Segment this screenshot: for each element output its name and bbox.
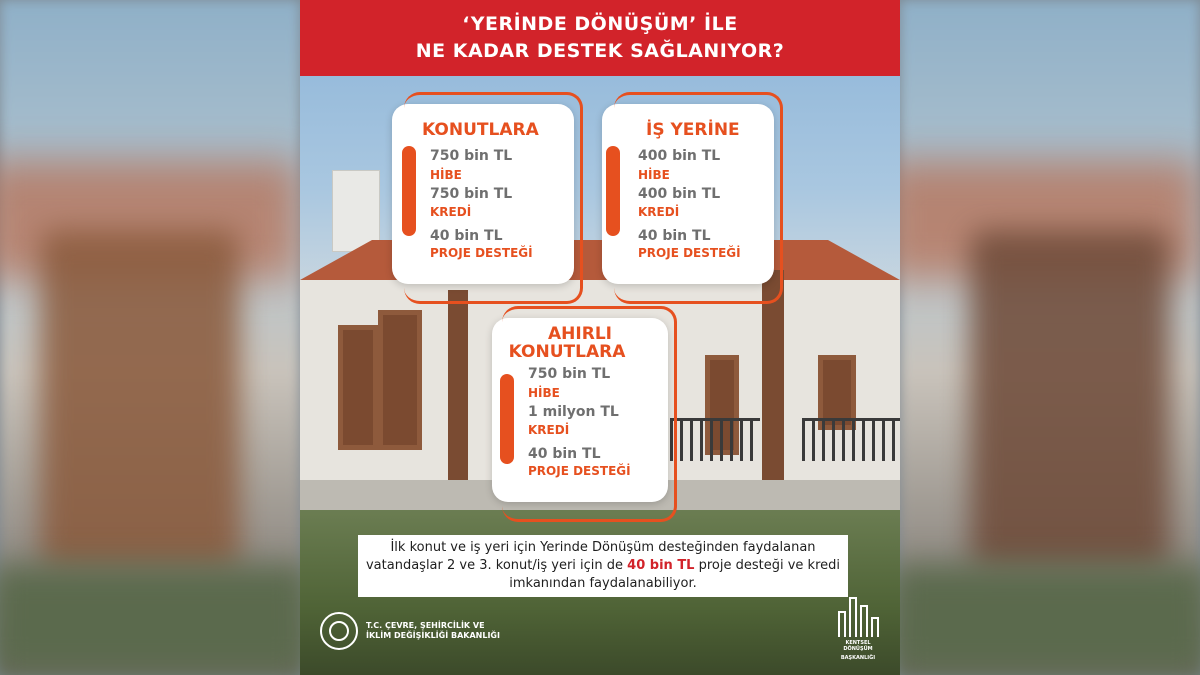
chimney [332, 170, 380, 252]
card-title-line-2: KONUTLARA [508, 342, 626, 362]
blurred-background-left [0, 0, 300, 675]
note-highlight: 40 bin TL [627, 558, 695, 573]
info-note [358, 535, 848, 597]
logo-caption-line-2: BAŞKANLIĞI [840, 655, 876, 661]
amount-grant: 750 bin TL [430, 148, 513, 164]
label-grant: HİBE [638, 168, 670, 182]
card-accent-bar [500, 374, 514, 464]
amount-credit: 750 bin TL [430, 186, 513, 202]
amount-project: 40 bin TL [638, 228, 711, 244]
note-text: İlk konut ve iş yeri için Yerinde Dönüşüm desteğinden faydalanan vatandaşlar 2 ve 3. konut/iş yeri için de [365, 540, 816, 573]
window [338, 325, 378, 450]
amount-project: 40 bin TL [528, 446, 601, 462]
amount-credit: 400 bin TL [638, 186, 721, 202]
label-credit: KREDİ [430, 205, 472, 219]
porch-post [448, 290, 468, 480]
ministry-name-line-2: İKLİM DEĞİŞİKLİĞİ BAKANLIĞI [366, 631, 500, 640]
porch-post [762, 270, 784, 480]
label-grant: HİBE [430, 168, 462, 182]
header-banner [300, 0, 900, 76]
label-project: PROJE DESTEĞİ [638, 246, 741, 260]
ministry-name-line-1: T.C. ÇEVRE, ŞEHİRCİLİK VE [366, 621, 485, 630]
card-ahirli-konutlara [492, 318, 668, 502]
amount-credit: 1 milyon TL [528, 404, 619, 420]
logo-caption-line-1: KENTSEL DÖNÜŞÜM [843, 640, 873, 652]
ministry-name [366, 621, 500, 641]
headline-line-2: NE KADAR DESTEK SAĞLANIYOR? [415, 40, 785, 62]
roof [300, 240, 900, 280]
label-credit: KREDİ [528, 423, 570, 437]
porch-railing [670, 418, 760, 461]
urban-transformation-logo [830, 595, 886, 661]
card-title: İŞ YERİNE [646, 120, 740, 140]
card-konutlara [392, 104, 574, 284]
amount-project: 40 bin TL [430, 228, 503, 244]
note-text-end: proje desteği ve kredi imkanından faydalanabiliyor. [509, 558, 840, 591]
headline-line-1: ‘YERİNDE DÖNÜŞÜM’ İLE [462, 13, 738, 35]
card-title-line-1: AHIRLI [548, 324, 612, 344]
label-project: PROJE DESTEĞİ [528, 464, 631, 478]
porch-railing [802, 418, 900, 461]
buildings-icon [830, 595, 886, 637]
label-credit: KREDİ [638, 205, 680, 219]
ministry-logo [320, 612, 500, 650]
infographic-poster [300, 0, 900, 675]
label-project: PROJE DESTEĞİ [430, 246, 533, 260]
card-accent-bar [402, 146, 416, 236]
blurred-background-right [900, 0, 1200, 675]
amount-grant: 750 bin TL [528, 366, 611, 382]
amount-grant: 400 bin TL [638, 148, 721, 164]
card-title: KONUTLARA [422, 120, 539, 140]
card-is-yerine [602, 104, 774, 284]
label-grant: HİBE [528, 386, 560, 400]
ministry-seal-icon [320, 612, 358, 650]
window [378, 310, 422, 450]
card-accent-bar [606, 146, 620, 236]
